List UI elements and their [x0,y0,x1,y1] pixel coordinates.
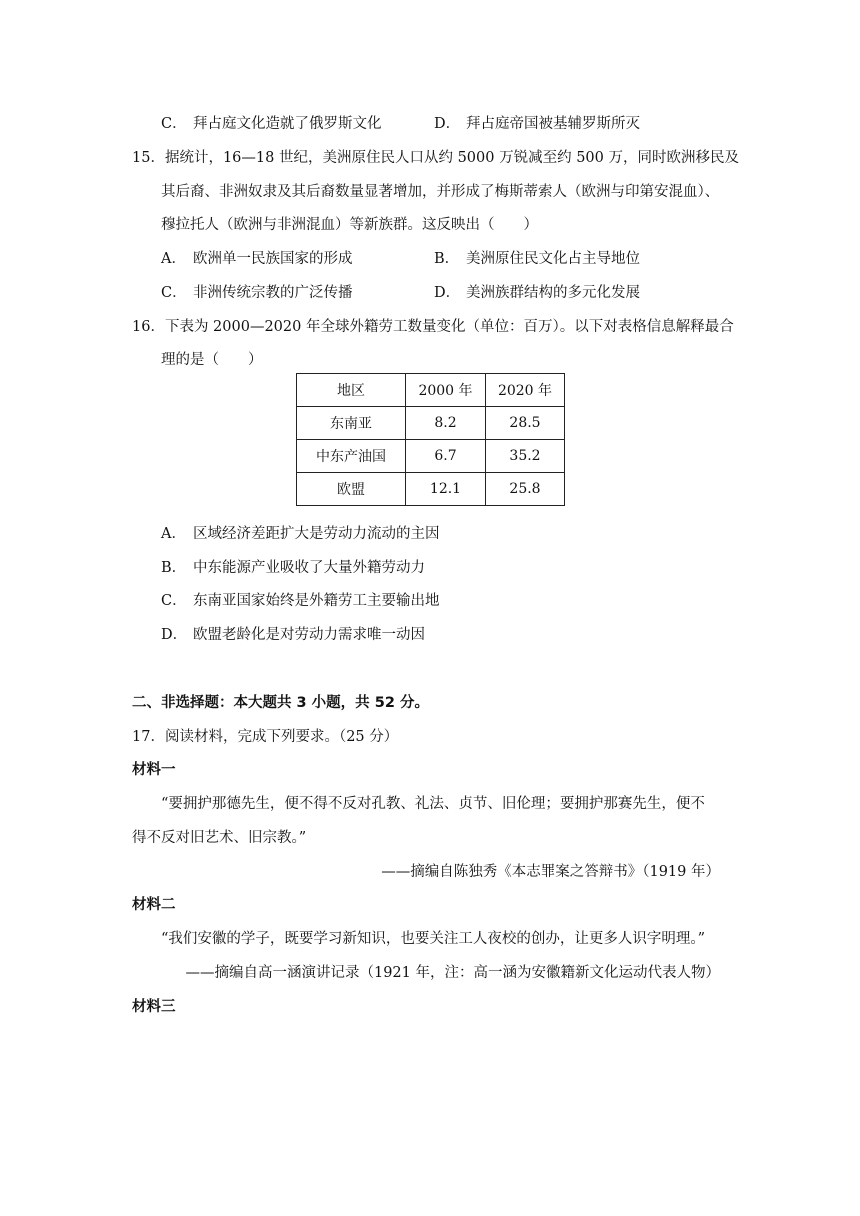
q15-stem-line-3: 穆拉托人（欧洲与非洲混血）等新族群。这反映出（ ） [161,217,538,233]
option-text: 非洲传统宗教的广泛传播 [193,285,353,301]
q14-option-d[interactable] [434,112,640,133]
option-key: B． [434,251,460,267]
option-text: 欧盟老龄化是对劳动力需求唯一动因 [193,627,425,643]
option-key: D． [434,116,461,132]
material-2-label: 材料二 [132,897,176,913]
table-cell-region: 东南亚 [297,407,406,440]
q16-stem-line-1: 16．下表为 2000—2020 年全球外籍劳工数量变化（单位：百万）。以下对表格信息解释最合 [132,319,734,335]
q16-stem-line-2: 理的是（ ） [161,352,263,368]
option-key: C． [161,116,187,132]
q15-stem-line-1: 15．据统计，16—18 世纪，美洲原住民人口从约 5000 万锐减至约 500 万，同时欧洲移民及 [132,150,739,166]
q15-stem-line-2: 其后裔、非洲奴隶及其后裔数量显著增加，并形成了梅斯蒂索人（欧洲与印第安混血）、 [161,184,720,200]
q16-option-a[interactable] [161,522,440,543]
table-cell-region: 中东产油国 [297,440,406,473]
option-text: 美洲原住民文化占主导地位 [466,251,640,267]
table-cell-value: 6.7 [406,440,486,473]
option-key: D． [161,627,188,643]
q16-option-d[interactable] [161,623,425,644]
labor-stats-table [296,373,565,506]
q16-option-b[interactable] [161,556,425,577]
material-3-label: 材料三 [132,999,176,1015]
table-header-cell: 2000 年 [406,374,486,407]
table-row [297,473,565,506]
section-heading: 二、非选择题：本大题共 3 小题，共 52 分。 [132,695,429,711]
option-text: 区域经济差距扩大是劳动力流动的主因 [193,526,440,542]
q15-option-b[interactable] [434,247,640,268]
material-1-source: ——摘编自陈独秀《本志罪案之答辩书》（1919 年） [381,864,720,880]
option-text: 拜占庭文化造就了俄罗斯文化 [193,116,382,132]
q15-option-d[interactable] [434,281,640,302]
material-1-quote-line-1: “要拥护那德先生，便不得不反对孔教、礼法、贞节、旧伦理；要拥护那赛先生，便不 [161,796,705,812]
table-header-cell: 地区 [297,374,406,407]
option-text: 中东能源产业吸收了大量外籍劳动力 [193,560,425,576]
table-header-cell: 2020 年 [486,374,565,407]
option-text: 欧洲单一民族国家的形成 [193,251,353,267]
table-header-row [297,374,565,407]
option-key: D． [434,285,461,301]
option-text: 东南亚国家始终是外籍劳工主要输出地 [193,593,440,609]
table-cell-region: 欧盟 [297,473,406,506]
option-text: 拜占庭帝国被基辅罗斯所灭 [466,116,640,132]
material-2-source: ——摘编自高一涵演讲记录（1921 年，注：高一涵为安徽籍新文化运动代表人物） [185,965,720,981]
table-row [297,440,565,473]
option-key: A． [161,526,186,542]
table-cell-value: 12.1 [406,473,486,506]
q15-option-a[interactable] [161,247,353,268]
table-cell-value: 8.2 [406,407,486,440]
material-2-quote: “我们安徽的学子，既要学习新知识，也要关注工人夜校的创办，让更多人识字明理。” [161,931,706,947]
option-key: A． [161,251,186,267]
q16-option-c[interactable] [161,589,440,610]
q14-option-c[interactable] [161,112,382,133]
option-key: C． [161,285,187,301]
table-cell-value: 35.2 [486,440,565,473]
table-row [297,407,565,440]
option-text: 美洲族群结构的多元化发展 [466,285,640,301]
table-cell-value: 28.5 [486,407,565,440]
option-key: B． [161,560,187,576]
q15-option-c[interactable] [161,281,353,302]
table-cell-value: 25.8 [486,473,565,506]
q17-stem: 17．阅读材料，完成下列要求。（25 分） [132,729,399,745]
option-key: C． [161,593,187,609]
material-1-quote-line-2: 得不反对旧艺术、旧宗教。” [132,830,307,846]
material-1-label: 材料一 [132,762,176,778]
